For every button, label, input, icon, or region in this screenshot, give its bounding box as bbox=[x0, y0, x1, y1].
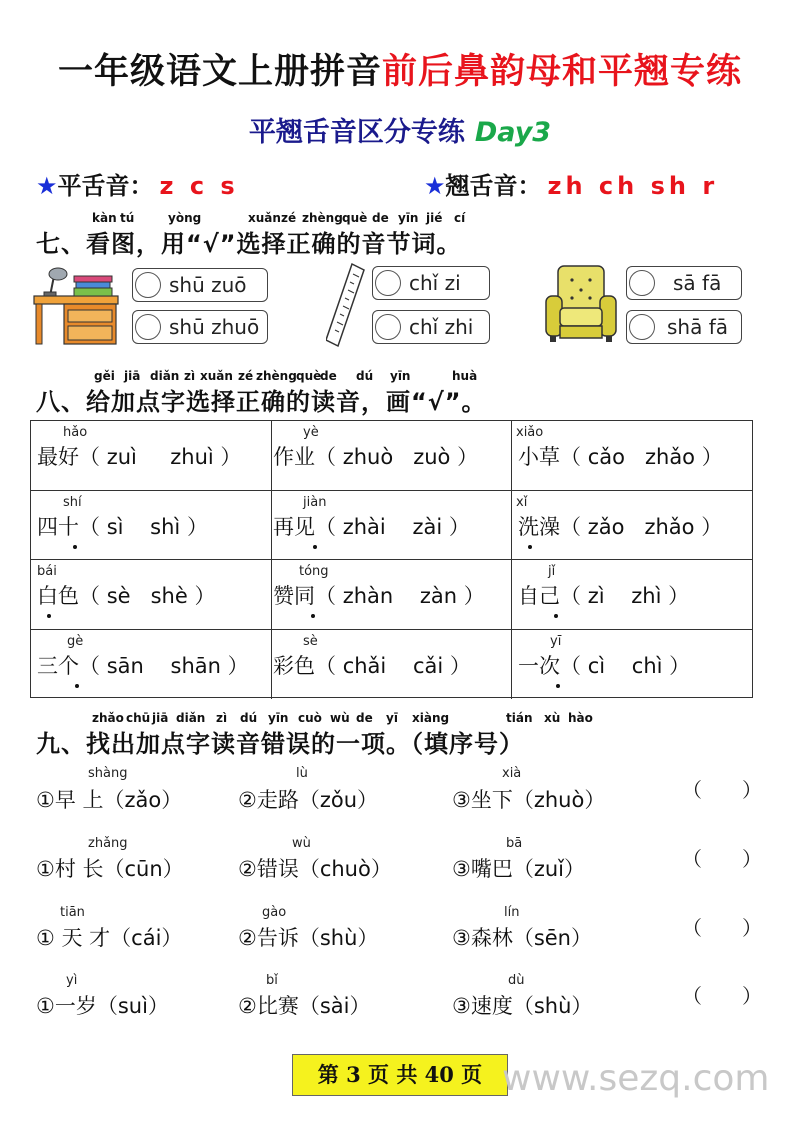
pinyin-syllable: de bbox=[320, 369, 337, 383]
table-cell[interactable] bbox=[31, 560, 272, 630]
desk-with-books-image bbox=[30, 262, 122, 348]
pinyin-syllable: yīn bbox=[390, 369, 411, 383]
option-sha-fa[interactable] bbox=[626, 310, 742, 344]
item-pinyin: bā bbox=[506, 836, 523, 851]
cell-line: 洗澡（ zǎo zhǎo ） bbox=[518, 514, 723, 539]
item-pinyin: shàng bbox=[88, 766, 128, 781]
item-text: ① 天 才（cái） bbox=[36, 926, 183, 950]
option-text: shū zuō bbox=[169, 273, 247, 297]
page-number: 第 3 页 共 40 页 bbox=[292, 1054, 508, 1096]
cell-line: 最好（ zuì zhuì ） bbox=[37, 445, 242, 469]
pinyin-syllable: zé bbox=[281, 211, 297, 225]
item-text: ①村 长（cūn） bbox=[36, 857, 184, 881]
cell-line: 三个（ sān shān ） bbox=[37, 653, 249, 678]
cell-pinyin: hǎo bbox=[63, 425, 88, 440]
pinyin-syllable: zì bbox=[184, 369, 196, 383]
title-black: 一年级语文上册拼音 bbox=[57, 52, 382, 92]
item-text: ③坐下（zhuò） bbox=[452, 788, 606, 812]
star-icon: ★ bbox=[36, 172, 58, 200]
pinyin-syllable: xuǎn bbox=[248, 211, 281, 225]
cell-pinyin: tóng bbox=[299, 564, 329, 579]
pinyin-syllable: zhǎo bbox=[92, 711, 124, 725]
pinyin-syllable: diǎn bbox=[176, 711, 206, 725]
option-chi-zi[interactable] bbox=[372, 266, 490, 300]
item-pinyin: lù bbox=[296, 766, 308, 781]
emphasis-dot bbox=[75, 684, 79, 688]
cell-line: 小草（ cǎo zhǎo ） bbox=[518, 445, 723, 469]
emphasis-dot bbox=[47, 614, 51, 618]
emphasis-dot bbox=[313, 545, 317, 549]
item-pinyin: xià bbox=[502, 766, 522, 781]
pinyin-syllable: cí bbox=[454, 211, 466, 225]
answer-blank[interactable]: （ ） bbox=[682, 778, 762, 802]
watermark: www.sezq.com bbox=[502, 1058, 770, 1099]
emphasis-dot bbox=[556, 684, 560, 688]
pinyin-syllable: zé bbox=[238, 369, 254, 383]
cell-pinyin: sè bbox=[303, 633, 318, 649]
cell-line: 作业（ zhuò zuò ） bbox=[273, 445, 479, 469]
item-pinyin: bǐ bbox=[266, 973, 278, 988]
pinyin-syllable: xiàng bbox=[412, 711, 450, 725]
item-text: ②走路（zǒu） bbox=[238, 788, 379, 812]
option-shu-zuo[interactable] bbox=[132, 268, 268, 302]
option-text: shā fā bbox=[667, 315, 729, 339]
option-text: shū zhuō bbox=[169, 315, 260, 339]
pinyin-syllable: xuǎn bbox=[200, 369, 233, 383]
pinyin-syllable: dú bbox=[240, 711, 258, 725]
item-pinyin: zhǎng bbox=[88, 836, 128, 851]
item-text: ②错误（chuò） bbox=[238, 857, 392, 881]
cell-pinyin: jiàn bbox=[303, 494, 327, 510]
table-cell[interactable] bbox=[267, 560, 512, 630]
pinyin-syllable: què bbox=[296, 369, 322, 383]
pinyin-syllable: què bbox=[342, 211, 368, 225]
answer-blank[interactable]: （ ） bbox=[682, 916, 762, 940]
cell-pinyin: shí bbox=[63, 494, 82, 510]
table-cell[interactable] bbox=[267, 491, 512, 561]
pinyin-syllable: zì bbox=[216, 711, 228, 725]
pinyin-syllable: dú bbox=[356, 369, 374, 383]
pinyin-syllable: tú bbox=[120, 211, 135, 225]
table-cell[interactable] bbox=[31, 630, 272, 700]
pinyin-syllable: cuò bbox=[298, 711, 322, 725]
cell-line: 白色（ sè shè ） bbox=[37, 584, 216, 608]
cell-pinyin: yī bbox=[550, 633, 562, 649]
page-title bbox=[0, 44, 800, 94]
table-cell[interactable] bbox=[512, 491, 752, 561]
ruler-image bbox=[326, 262, 366, 348]
answer-circle[interactable] bbox=[629, 270, 655, 296]
item-pinyin: dù bbox=[508, 973, 525, 988]
item-pinyin: lín bbox=[504, 905, 520, 920]
answer-circle[interactable] bbox=[375, 314, 401, 340]
table-cell[interactable] bbox=[512, 630, 752, 700]
flat-letters: z c s bbox=[159, 172, 239, 200]
answer-circle[interactable] bbox=[135, 314, 161, 340]
pinyin-syllable: zhèng bbox=[302, 211, 343, 225]
cell-line: 一次（ cì chì ） bbox=[518, 653, 691, 678]
cell-line: 四十（ sì shì ） bbox=[37, 514, 208, 539]
pinyin-syllable: yòng bbox=[168, 211, 202, 225]
table-cell[interactable] bbox=[512, 421, 752, 491]
cell-line: 自己（ zì zhì ） bbox=[518, 584, 690, 608]
item-pinyin: gào bbox=[262, 905, 287, 920]
emphasis-dot bbox=[554, 614, 558, 618]
answer-circle[interactable] bbox=[375, 270, 401, 296]
item-text: ③速度（shù） bbox=[452, 994, 593, 1018]
retro-label: 翘舌音： bbox=[445, 172, 542, 200]
section9-title: 九、找出加点字读音错误的一项。（填序号） bbox=[36, 730, 524, 758]
pinyin-syllable: yīn bbox=[268, 711, 289, 725]
answer-circle[interactable] bbox=[629, 314, 655, 340]
cell-pinyin: bái bbox=[37, 564, 57, 579]
cell-line: 彩色（ chǎi cǎi ） bbox=[273, 653, 471, 678]
retro-tongue-line bbox=[424, 166, 718, 201]
day-label: Day3 bbox=[474, 117, 552, 148]
option-sa-fa[interactable] bbox=[626, 266, 742, 300]
cell-pinyin: yè bbox=[303, 425, 319, 440]
table-cell[interactable] bbox=[267, 630, 512, 700]
pinyin-syllable: jiā bbox=[152, 711, 169, 725]
cell-line: 再见（ zhài zài ） bbox=[273, 514, 470, 539]
pinyin-syllable: huà bbox=[452, 369, 478, 383]
item-pinyin: tiān bbox=[60, 905, 85, 920]
section7-title: 七、看图，用“√”选择正确的音节词。 bbox=[36, 230, 462, 258]
answer-blank[interactable]: （ ） bbox=[682, 984, 762, 1008]
pinyin-syllable: tián bbox=[506, 711, 533, 725]
table-cell[interactable] bbox=[512, 560, 752, 630]
page-subtitle bbox=[0, 110, 800, 149]
pinyin-syllable: gěi bbox=[94, 369, 115, 383]
cell-pinyin: xiǎo bbox=[516, 425, 544, 440]
option-text: chǐ zi bbox=[409, 271, 461, 295]
item-pinyin: yì bbox=[66, 973, 78, 988]
flat-tongue-line bbox=[36, 166, 239, 201]
section8-title: 八、给加点字选择正确的读音，画“√”。 bbox=[36, 388, 487, 416]
sofa-image bbox=[542, 262, 620, 348]
retro-letters: zh ch sh r bbox=[547, 172, 719, 200]
pinyin-syllable: jié bbox=[426, 211, 443, 225]
cell-line: 赞同（ zhàn zàn ） bbox=[273, 584, 485, 608]
pinyin-syllable: chū bbox=[126, 711, 151, 725]
emphasis-dot bbox=[528, 545, 532, 549]
pinyin-syllable: kàn bbox=[92, 211, 117, 225]
pinyin-syllable: yīn bbox=[398, 211, 419, 225]
option-chi-zhi[interactable] bbox=[372, 310, 490, 344]
pinyin-syllable: zhèng bbox=[256, 369, 297, 383]
option-text: sā fā bbox=[673, 271, 722, 295]
title-red: 前后鼻韵母和平翘专练 bbox=[382, 52, 743, 92]
table-cell[interactable] bbox=[31, 491, 272, 561]
pinyin-syllable: yī bbox=[386, 711, 398, 725]
item-text: ③嘴巴（zuǐ） bbox=[452, 857, 585, 881]
pinyin-syllable: de bbox=[356, 711, 373, 725]
cell-pinyin: xǐ bbox=[516, 494, 528, 510]
item-text: ②比赛（sài） bbox=[238, 994, 371, 1018]
subtitle-text: 平翘舌音区分专练 bbox=[248, 117, 465, 148]
option-text: chǐ zhi bbox=[409, 315, 474, 339]
answer-circle[interactable] bbox=[135, 272, 161, 298]
pinyin-syllable: jiā bbox=[124, 369, 141, 383]
cell-pinyin: jǐ bbox=[548, 564, 556, 579]
pinyin-syllable: wù bbox=[330, 711, 350, 725]
reading-table bbox=[30, 420, 753, 698]
item-text: ②告诉（shù） bbox=[238, 926, 379, 950]
table-cell[interactable] bbox=[31, 421, 272, 491]
star-icon: ★ bbox=[424, 172, 446, 200]
emphasis-dot bbox=[73, 545, 77, 549]
pinyin-syllable: de bbox=[372, 211, 389, 225]
option-shu-zhuo[interactable] bbox=[132, 310, 268, 344]
pinyin-syllable: hào bbox=[568, 711, 593, 725]
cell-pinyin: gè bbox=[67, 633, 84, 649]
table-cell[interactable] bbox=[267, 421, 512, 491]
pinyin-syllable: diǎn bbox=[150, 369, 180, 383]
flat-label: 平舌音： bbox=[57, 172, 154, 200]
item-pinyin: wù bbox=[292, 836, 311, 851]
item-text: ①早 上（zǎo） bbox=[36, 788, 183, 812]
emphasis-dot bbox=[311, 614, 315, 618]
item-text: ③森林（sēn） bbox=[452, 926, 592, 950]
pinyin-syllable: xù bbox=[544, 711, 561, 725]
answer-blank[interactable]: （ ） bbox=[682, 847, 762, 871]
item-text: ①一岁（suì） bbox=[36, 994, 169, 1018]
